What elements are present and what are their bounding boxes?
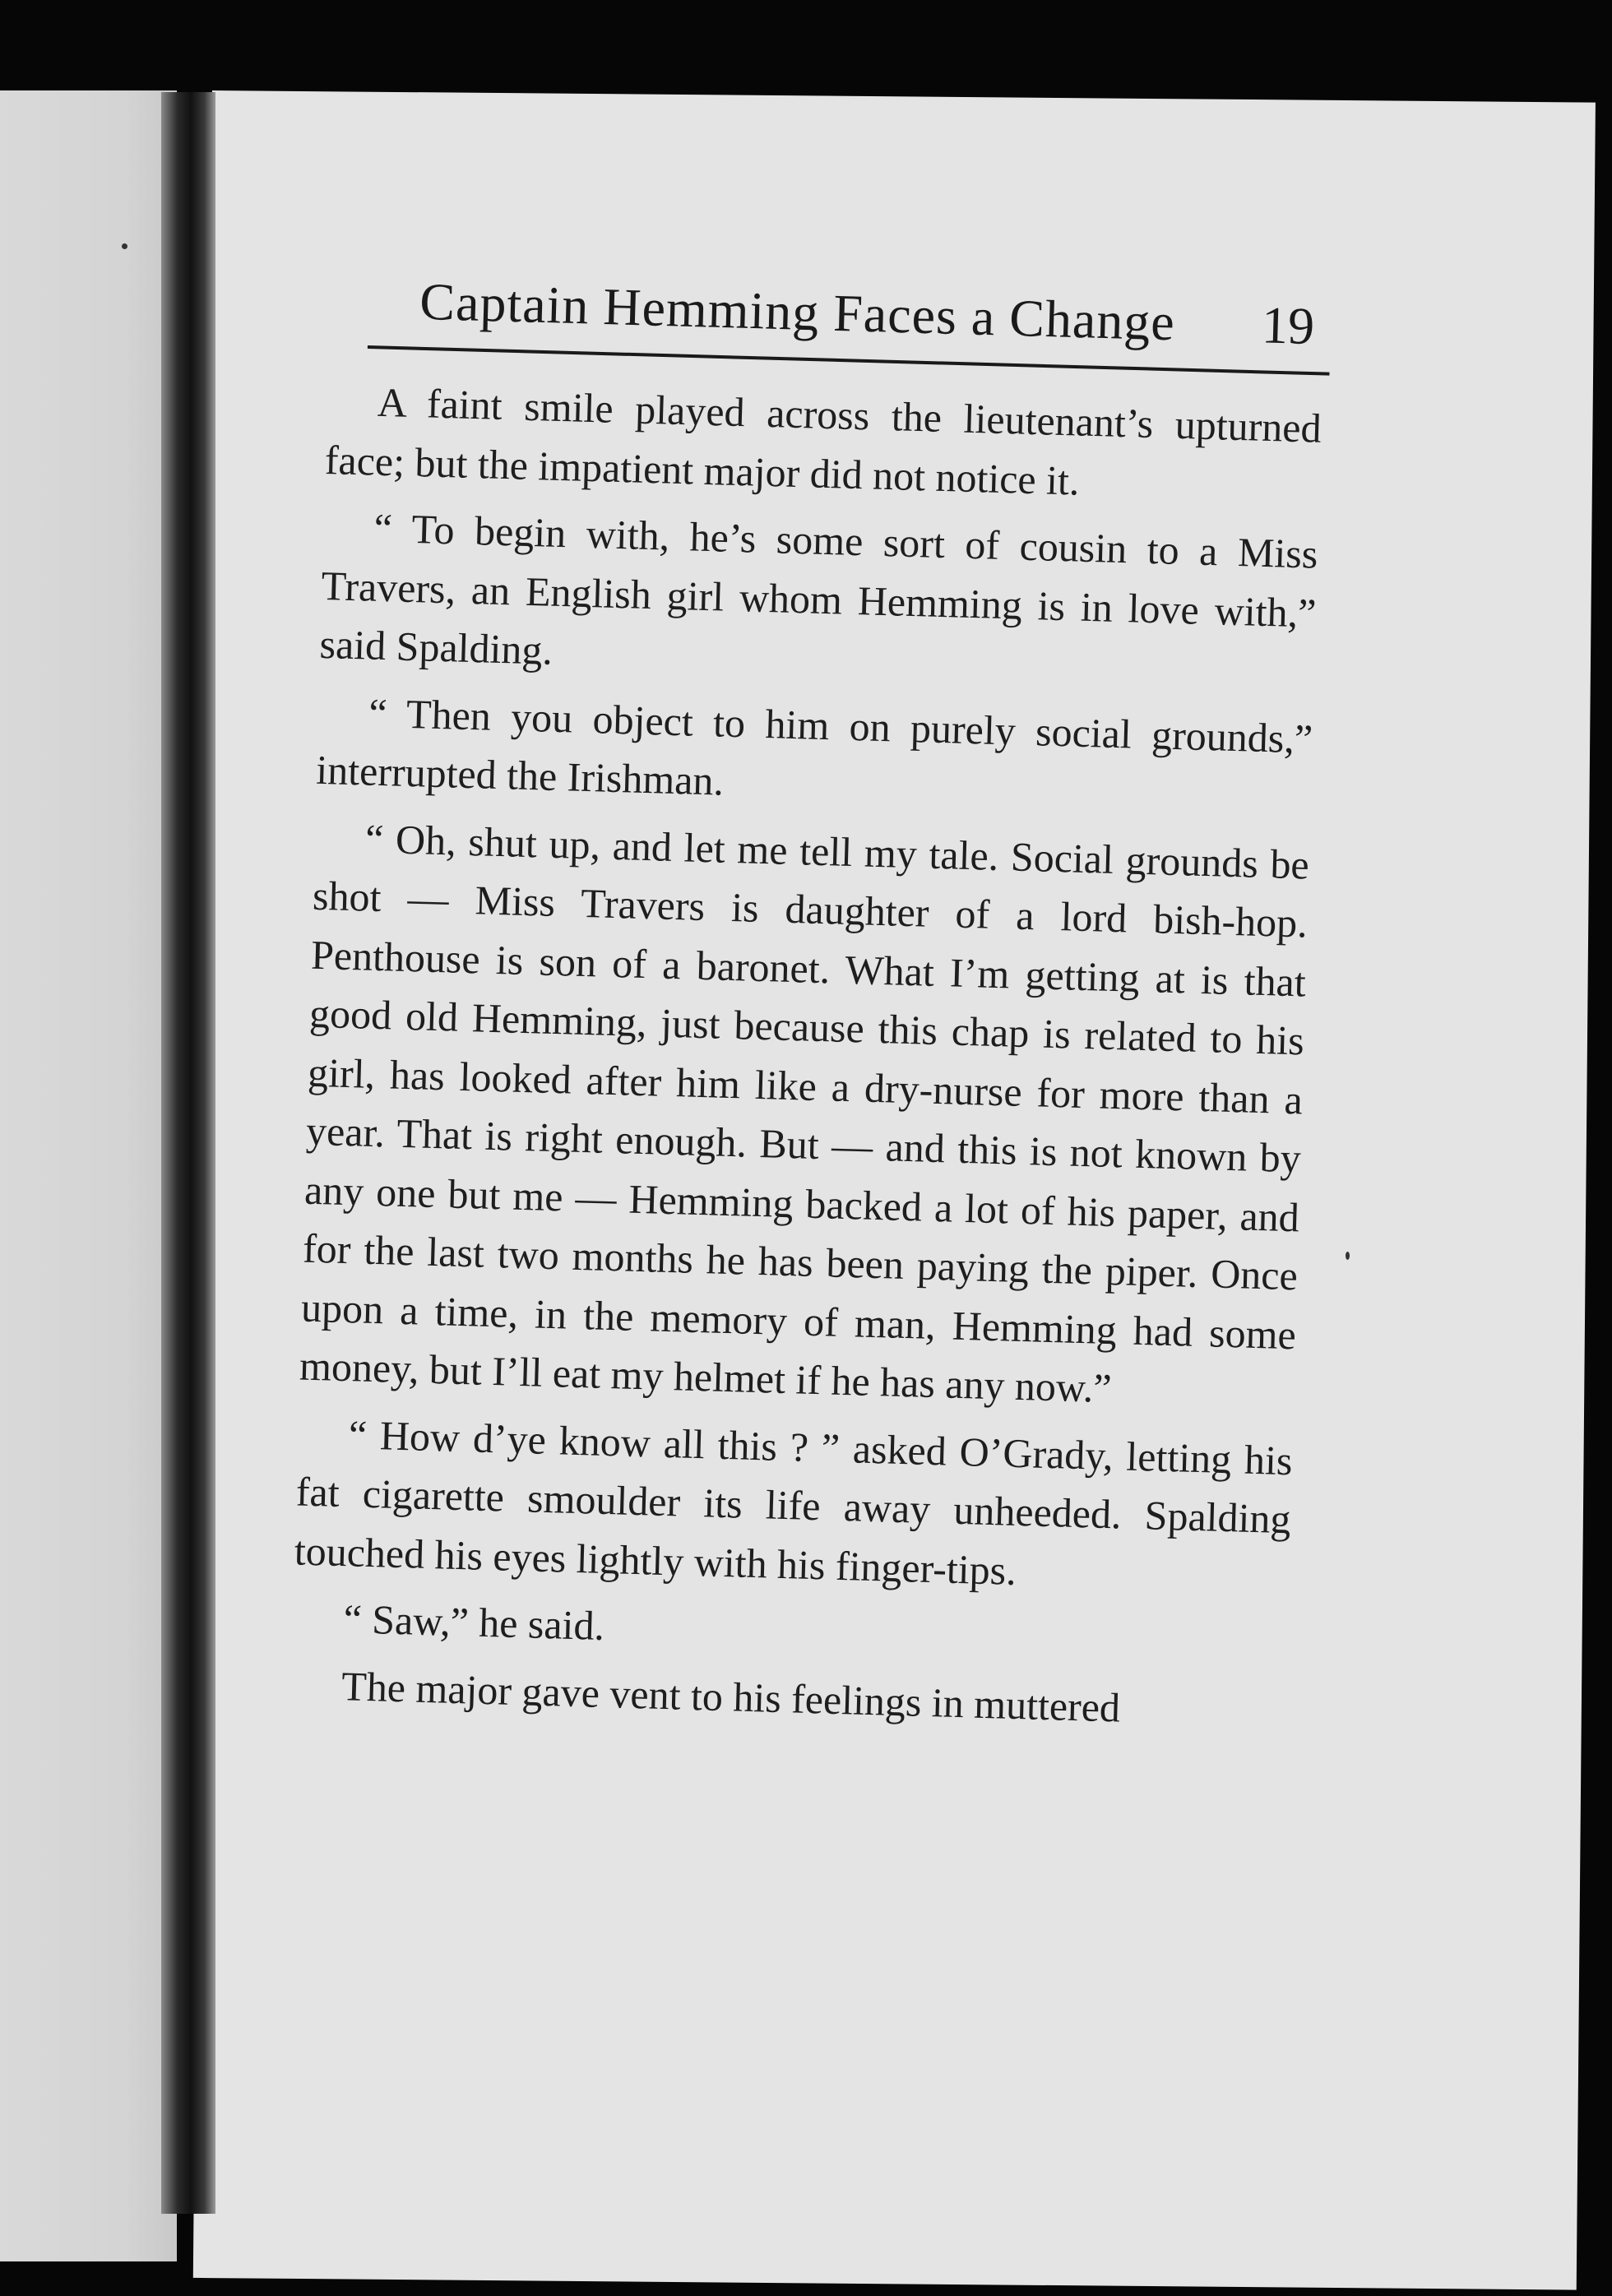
paragraph: “ Then you object to him on purely social grounds,” interrupted the Irishman. xyxy=(315,689,1313,804)
facing-page-edge xyxy=(0,90,177,2261)
dust-speck xyxy=(1346,1252,1350,1260)
paragraph: “ Oh, shut up, and let me tell my tale. Social grounds be shot — Miss Travers is daughter of a lord bish-hop. Penthouse is son of a baronet. What I’m getting at is that good old Hemming, just because this chap is related to his girl, has looked after him like a dry-nurse for more than a year. That is right enough. But — and this is not known by any one but me — Hemming backed a lot of his paper, and for the last two months he has been paying the piper. Once upon a time, in the memory of man, Hemming had some money, but I’ll eat my helmet if he has any now.” xyxy=(299,815,1310,1412)
paragraph: “ Saw,” he said. xyxy=(342,1595,605,1649)
book-gutter-shadow xyxy=(161,92,215,2214)
paragraph: A faint smile played across the lieutenant’s upturned face; but the impatient major did not notice it. xyxy=(324,378,1322,504)
paragraph: “ To begin with, he’s some sort of cousin to a Miss Travers, an English girl whom Hemming is in love with,” said Spalding. xyxy=(318,504,1319,674)
body-text xyxy=(290,372,1322,1750)
running-title: Captain Hemming Faces a Change xyxy=(419,271,1176,352)
paragraph: “ How d’ye know all this ? ” asked O’Grady, letting his fat cigarette smoulder its life away unheeded. Spalding touched his eyes lightly with his finger-tips. xyxy=(294,1410,1294,1594)
paragraph: The major gave vent to his feelings in muttered xyxy=(340,1662,1121,1731)
page-number: 19 xyxy=(1261,295,1316,356)
dust-speck xyxy=(122,243,127,249)
